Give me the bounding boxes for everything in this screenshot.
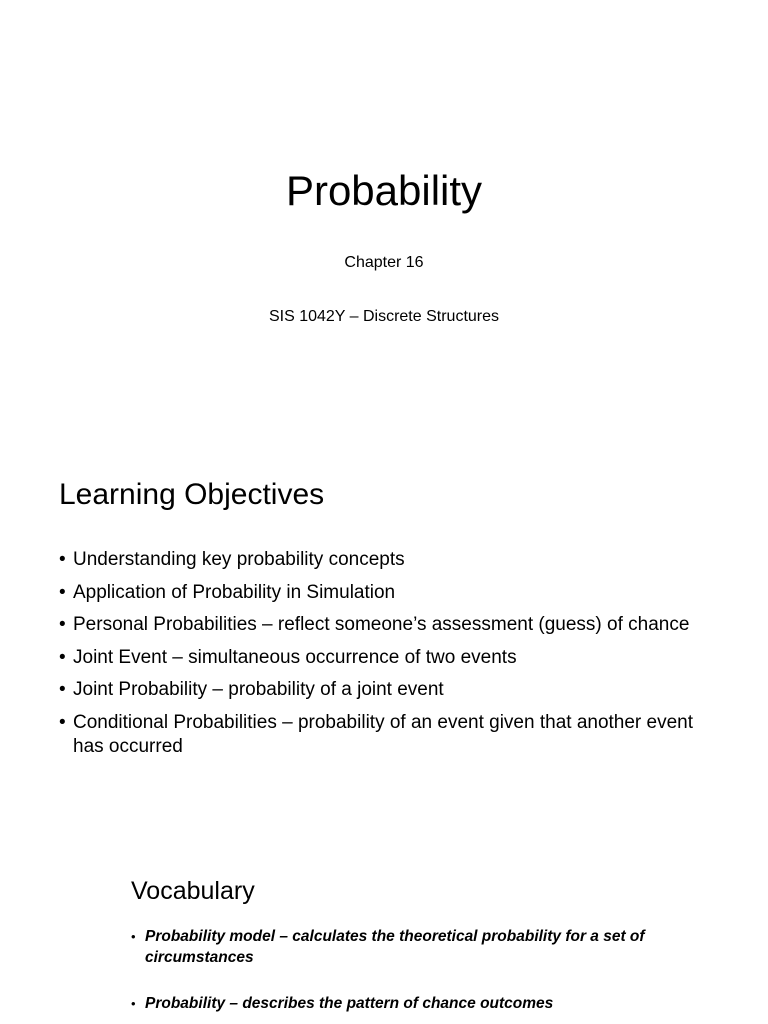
slide-title: Probability [285,167,483,214]
bullet-icon: • [131,996,136,1011]
list-item [59,581,709,606]
vocabulary-list [131,926,651,1024]
bullet-icon: • [59,646,66,668]
objectives-list [59,548,709,768]
objectives-heading: Learning Objectives [59,478,325,511]
vocabulary-text: Probability model – calculates the theoretical probability for a set of circumstances [145,928,645,966]
bullet-icon: • [59,679,66,700]
objective-text: Joint Event – simultaneous occurrence of two events [73,646,517,668]
list-item [131,926,651,968]
objective-text: Joint Probability – probability of a joint event [73,679,444,700]
chapter-subtitle: Chapter 16 [344,254,424,271]
course-subtitle: SIS 1042Y – Discrete Structures [268,308,500,325]
bullet-icon: • [59,711,66,733]
list-item [59,613,709,638]
objective-text: Application of Probability in Simulation [73,581,396,603]
bullet-icon: • [59,614,66,635]
vocabulary-slide [0,860,768,1024]
objective-text: Conditional Probabilities – probability of an event given that another event has occurred [73,711,694,757]
vocabulary-text: Probability – describes the pattern of chance outcomes [145,995,554,1012]
list-item [131,993,651,1014]
bullet-icon: • [131,929,136,944]
bullet-icon: • [59,581,66,603]
objectives-slide [0,420,768,820]
objective-text: Personal Probabilities – reflect someone’s assessment (guess) of chance [73,614,690,635]
objective-text: Understanding key probability concepts [73,549,405,570]
vocabulary-heading: Vocabulary [131,877,255,905]
list-item [59,678,709,703]
title-slide [0,0,768,420]
bullet-icon: • [59,549,66,570]
list-item [59,548,709,573]
list-item [59,711,709,760]
list-item [59,646,709,671]
